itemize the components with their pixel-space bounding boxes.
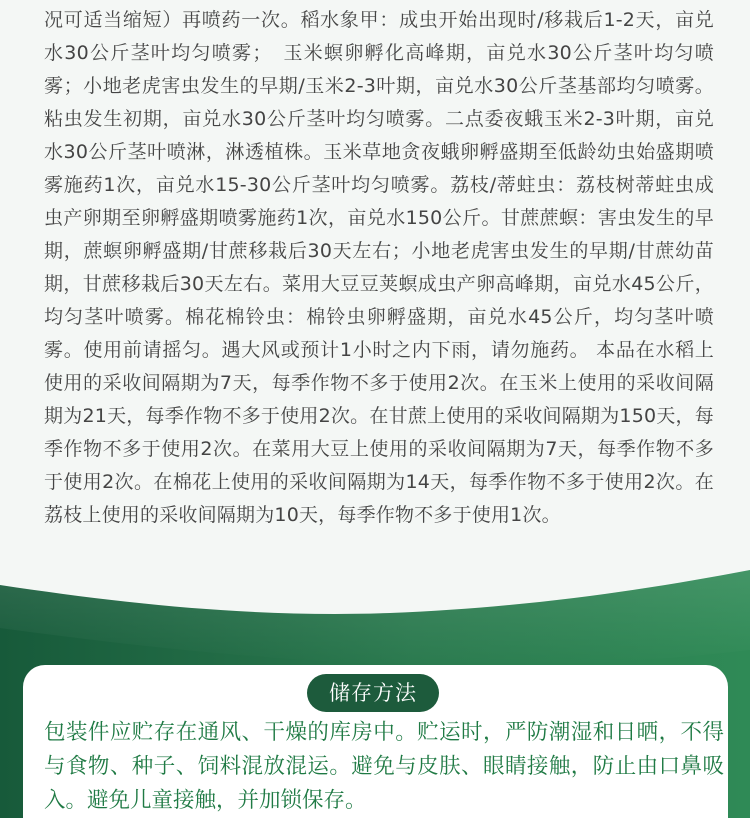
- usage-instructions-text: 况可适当缩短）再喷药一次。稻水象甲：成虫开始出现时/移栽后1-2天，亩兑水30公斤茎叶均匀喷雾； 玉米螟卵孵化高峰期，亩兑水30公斤茎叶均匀喷雾；小地老虎害虫发生的早期/玉米2-3叶期，亩兑水30公斤茎基部均匀喷雾。粘虫发生初期，亩兑水30公斤茎叶均匀喷雾。二点委夜蛾玉米2-3叶期，亩兑水30公斤茎叶喷淋，淋透植株。玉米草地贪夜蛾卵孵盛期至低龄幼虫始盛期喷雾施药1次，亩兑水15-30公斤茎叶均匀喷雾。荔枝/蒂蛀虫：荔枝树蒂蛀虫成虫产卵期至卵孵盛期喷雾施药1次，亩兑水150公斤。甘蔗蔗螟：害虫发生的早期，蔗螟卵孵盛期/甘蔗移栽后30天左右；小地老虎害虫发生的早期/甘蔗幼苗期，甘蔗移栽后30天左右。菜用大豆豆荚螟成虫产卵高峰期，亩兑水45公斤，均匀茎叶喷雾。棉花棉铃虫：棉铃虫卵孵盛期，亩兑水45公斤，均匀茎叶喷雾。使用前请摇匀。遇大风或预计1小时之内下雨，请勿施药。 本品在水稻上使用的采收间隔期为7天，每季作物不多于使用2次。在玉米上使用的采收间隔期为21天，每季作物不多于使用2次。在甘蔗上使用的采收间隔期为150天，每季作物不多于使用2次。在菜用大豆上使用的采收间隔期为7天，每季作物不多于使用2次。在棉花上使用的采收间隔期为14天，每季作物不多于使用2次。在荔枝上使用的采收间隔期为10天，每季作物不多于使用1次。: [44, 9, 714, 526]
- storage-instructions-text: 包装件应贮存在通风、干燥的库房中。贮运时，严防潮湿和日晒，不得与食物、种子、饲料混放混运。避免与皮肤、眼睛接触，防止由口鼻吸入。避免儿童接触，并加锁保存。: [44, 720, 724, 813]
- storage-title: 储存方法: [307, 674, 439, 712]
